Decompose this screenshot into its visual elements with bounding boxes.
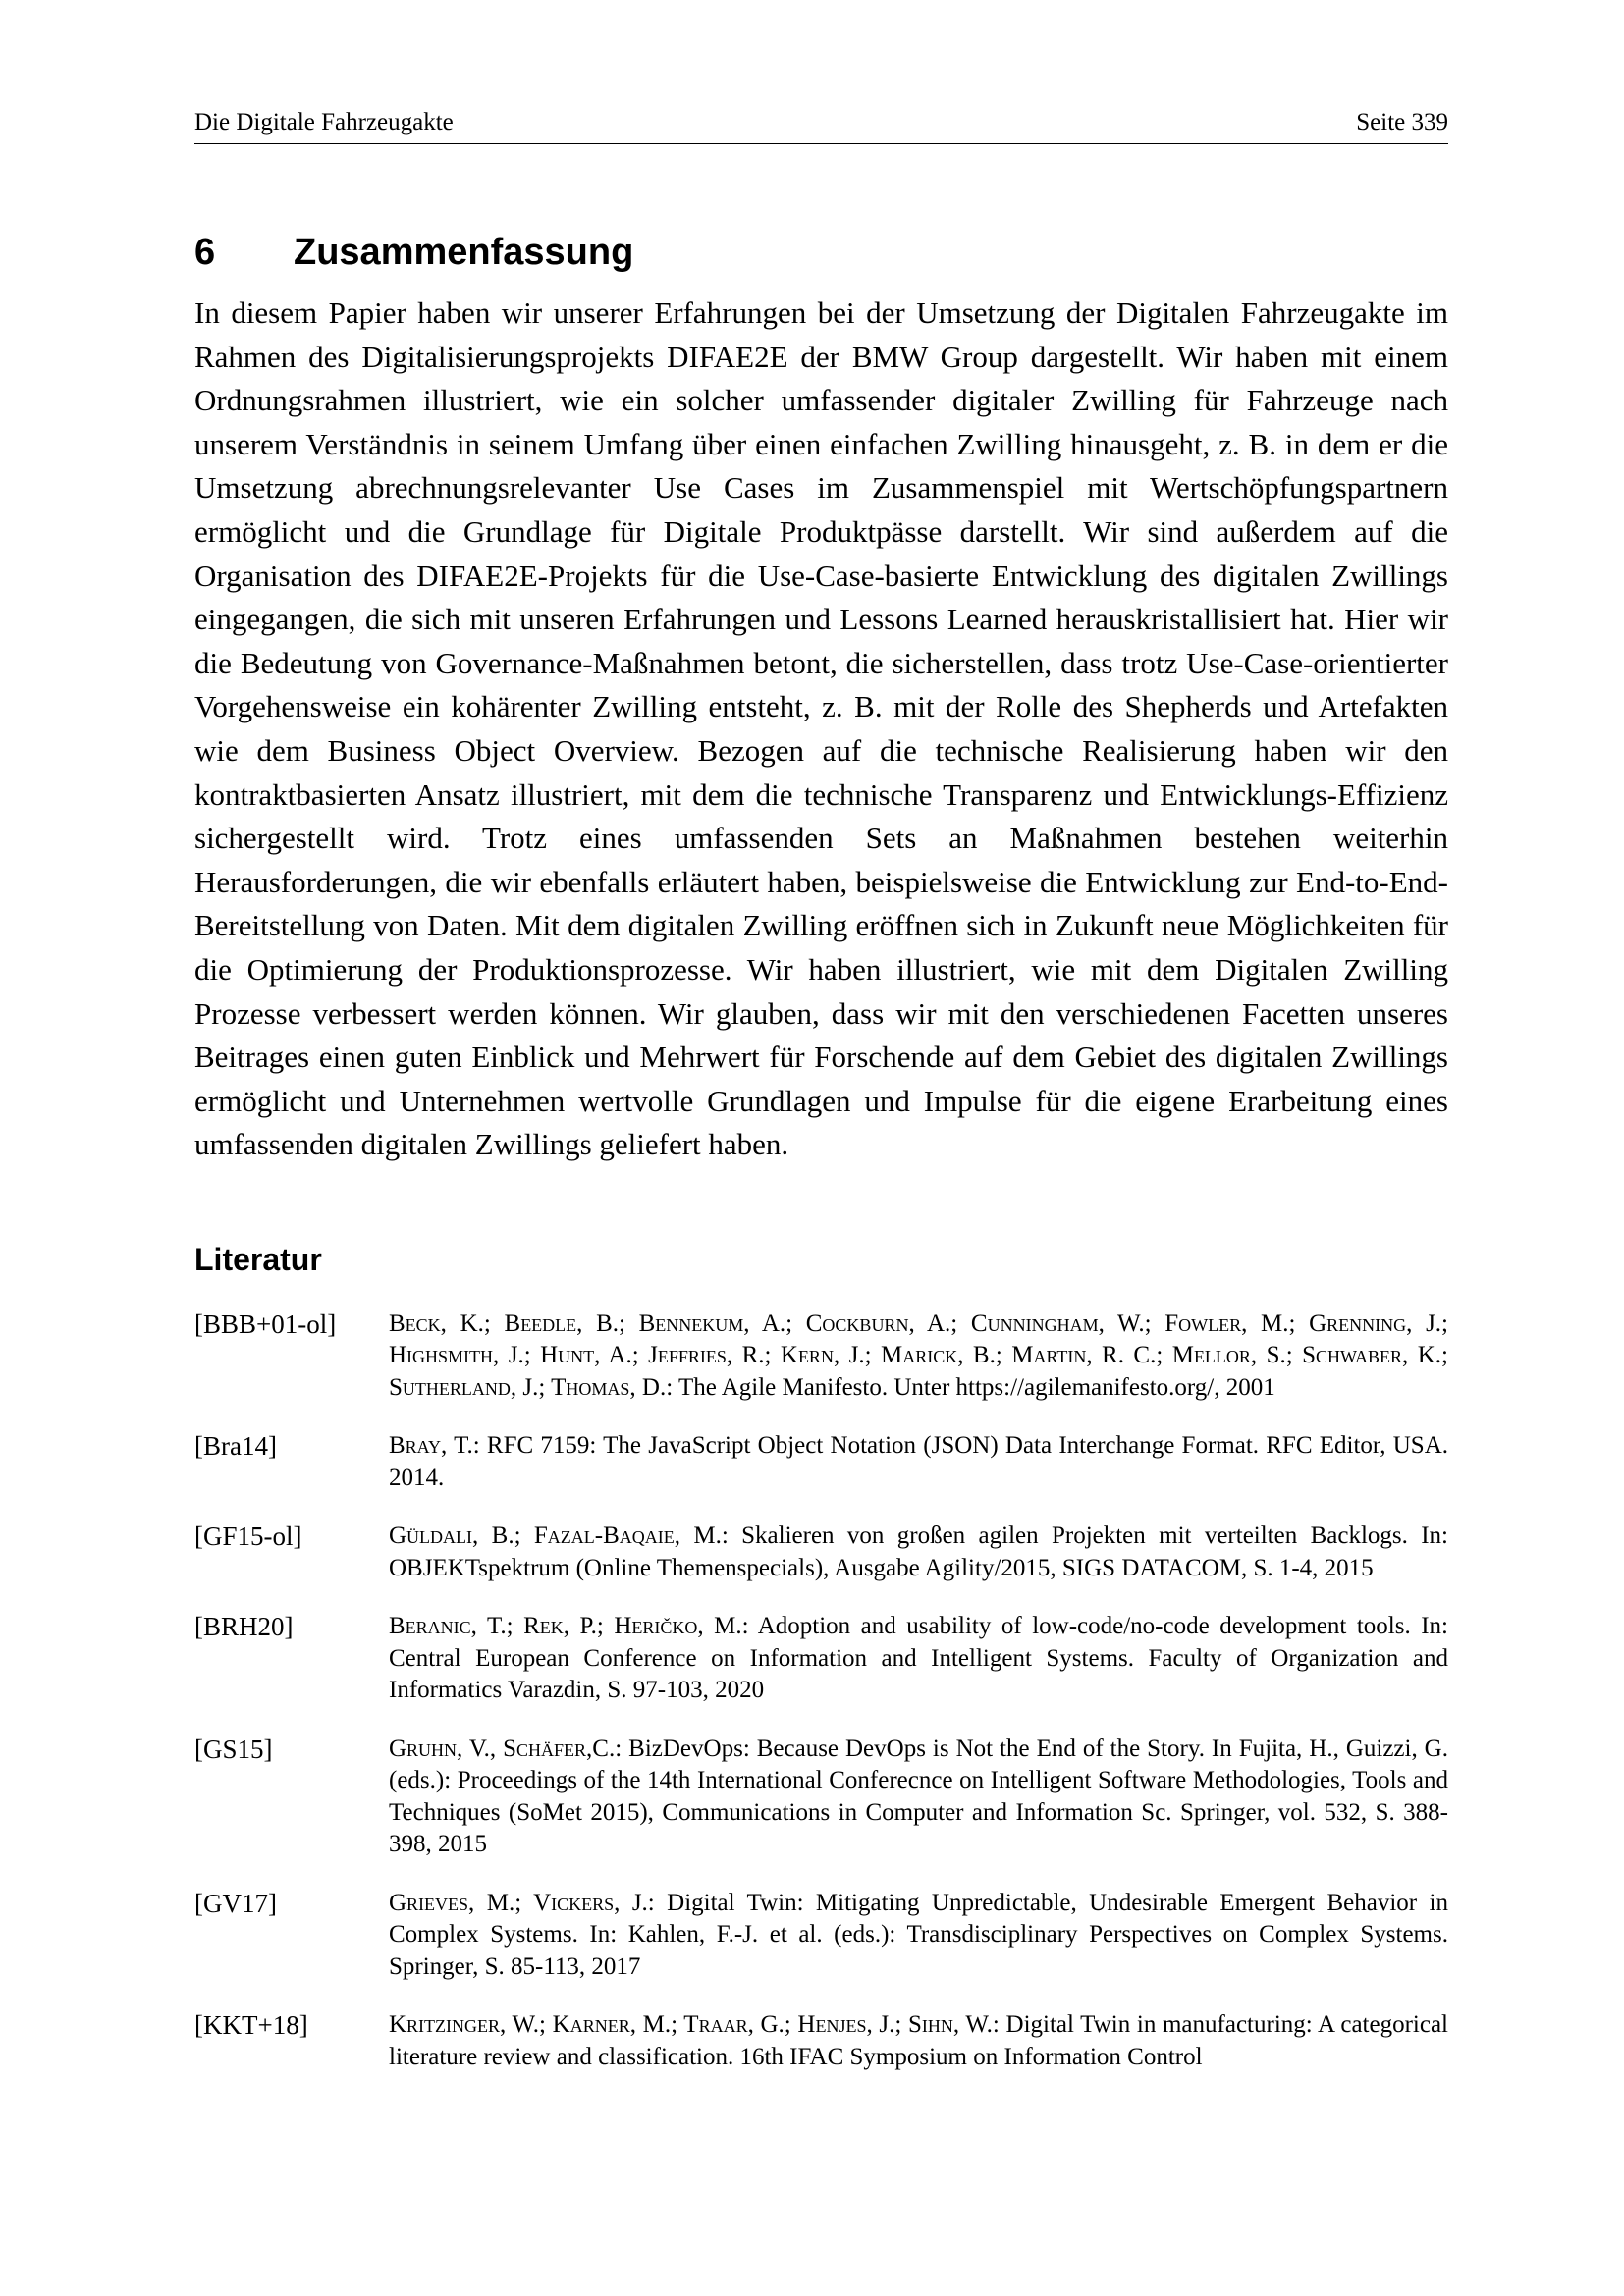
reference-authors: Beranic, T.; Rek, P.; Heričko, M.: xyxy=(389,1613,749,1640)
reference-text: Digital Twin: Mitigating Unpredictable, Undesirable Emergent Behavior in Complex Systems. In: Kahlen, F.-J. et al. (eds.): Transdisciplinary Perspectives on Complex Systems. Springer, S. 85-113, 2017 xyxy=(389,1889,1448,1980)
reference-key: [BRH20] xyxy=(194,1612,294,1642)
literature-heading: Literatur xyxy=(194,1241,322,1277)
reference-body xyxy=(389,1521,1448,1584)
reference-key: [GS15] xyxy=(194,1734,273,1764)
reference-authors: Kritzinger, W.; Karner, M.; Traar, G.; Henjes, J.; Sihn, W.: xyxy=(389,2011,1000,2039)
section-heading xyxy=(194,231,1448,274)
reference-key: [Bra14] xyxy=(194,1431,277,1462)
reference-body xyxy=(389,2009,1448,2073)
page-number: Seite 339 xyxy=(1356,109,1448,135)
running-header xyxy=(194,108,1448,144)
reference-key: [BBB+01-ol] xyxy=(194,1308,337,1339)
reference-authors: Güldali, B.; Fazal-Baqaie, M.: xyxy=(389,1522,729,1550)
reference-body xyxy=(389,1308,1448,1405)
running-header-title: Die Digitale Fahrzeugakte xyxy=(194,109,454,135)
reference-body xyxy=(389,1888,1448,1984)
reference-body xyxy=(389,1430,1448,1494)
page xyxy=(194,108,1448,2100)
reference-authors: Gruhn, V., Schäfer,C.: xyxy=(389,1735,623,1762)
reference-text: RFC 7159: The JavaScript Object Notation (JSON) Data Interchange Format. RFC Editor, USA. 2014. xyxy=(389,1432,1448,1491)
reference-authors: Beck, K.; Beedle, B.; Bennekum, A.; Cockburn, A.; Cunningham, W.; Fowler, M.; Grenning, J.; Highsmith, J.; Hunt, A.; Jeffries, R.; Kern, J.; Marick, B.; Martin, R. C.; Mellor, S.; Schwaber, K.; Sutherland, J.; Thomas, D.: xyxy=(389,1309,1448,1401)
reference-authors: Bray, T.: xyxy=(389,1432,480,1460)
reference-text: BizDevOps: Because DevOps is Not the End of the Story. In Fujita, H., Guizzi, G. (eds.): Proceedings of the 14th International Conferecnce on Intelligent Software Methodologies, Tools and Techniques (SoMet 2015), Communications in Computer and Information Sc. Springer, vol. 532, S. 388-398, 2015 xyxy=(389,1735,1448,1858)
reference-key: [GV17] xyxy=(194,1888,277,1918)
reference-item xyxy=(194,1734,1448,1861)
reference-text: Skalieren von großen agilen Projekten mit verteilten Backlogs. In: OBJEKTspektrum (Online Themenspecials), Ausgabe Agility/2015, SIGS DATACOM, S. 1-4, 2015 xyxy=(389,1522,1448,1581)
reference-text: Adoption and usability of low-code/no-code development tools. In: Central European Conference on Information and Intelligent Systems. Faculty of Organization and Informatics Varazdin, S. 97-103, 2020 xyxy=(389,1613,1448,1704)
reference-item xyxy=(194,1308,1448,1405)
reference-text: The Agile Manifesto. Unter https://agilemanifesto.org/, 2001 xyxy=(673,1373,1275,1401)
reference-body xyxy=(389,1611,1448,1707)
section-title: Zusammenfassung xyxy=(294,232,634,273)
reference-item xyxy=(194,2009,1448,2073)
reference-key: [KKT+18] xyxy=(194,2010,308,2041)
section-number: 6 xyxy=(194,232,216,273)
reference-authors: Grieves, M.; Vickers, J.: xyxy=(389,1889,655,1916)
reference-list xyxy=(194,1308,1448,2074)
reference-item xyxy=(194,1888,1448,1984)
reference-text: Digital Twin in manufacturing: A categorical literature review and classification. 16th IFAC Symposium on Information Control xyxy=(389,2011,1448,2070)
reference-key: [GF15-ol] xyxy=(194,1522,302,1552)
reference-item xyxy=(194,1611,1448,1707)
reference-item xyxy=(194,1430,1448,1494)
reference-body xyxy=(389,1734,1448,1861)
reference-item xyxy=(194,1521,1448,1584)
summary-paragraph: In diesem Papier haben wir unserer Erfahrungen bei der Umsetzung der Digitalen Fahrzeugakte im Rahmen des Digitalisierungsprojekts DIFAE2E der BMW Group dargestellt. Wir haben mit einem Ordnungsrahmen illustriert, wie ein solcher umfassender digitaler Zwilling für Fahrzeuge nach unserem Verständnis in seinem Umfang über einen einfachen Zwilling hinausgeht, z. B. in dem er die Umsetzung abrechnungsrelevanter Use Cases im Zusammenspiel mit Wertschöpfungspartnern ermöglicht und die Grundlage für Digitale Produktpässe darstellt. Wir sind außerdem auf die Organisation des DIFAE2E-Projekts für die Use-Case-basierte Entwicklung des digitalen Zwillings eingegangen, die sich mit unseren Erfahrungen und Lessons Learned herauskristallisiert hat. Hier wir die Bedeutung von Governance-Maßnahmen betont, die sicherstellen, dass trotz Use-Case-orientierter Vorgehensweise ein kohärenter Zwilling entsteht, z. B. mit der Rolle des Shepherds und Artefakten wie dem Business Object Overview. Bezogen auf die technische Realisierung haben wir den kontraktbasierten Ansatz illustriert, mit dem die technische Transparenz und Entwicklungs-Effizienz sichergestellt wird. Trotz eines umfassenden Sets an Maßnahmen bestehen weiterhin Herausforderungen, die wir ebenfalls erläutert haben, beispielsweise die Entwicklung zur End-to-End-Bereitstellung von Daten. Mit dem digitalen Zwilling eröffnen sich in Zukunft neue Möglichkeiten für die Optimierung der Produktionsprozesse. Wir haben illustriert, wie mit dem Digitalen Zwilling Prozesse verbessert werden können. Wir glauben, dass wir mit den verschiedenen Facetten unseres Beitrages einen guten Einblick und Mehrwert für Forschende auf dem Gebiet des digitalen Zwillings ermöglicht und Unternehmen wertvolle Grundlagen und Impulse für die eigene Erarbeitung eines umfassenden digitalen Zwillings geliefert haben. xyxy=(194,295,1448,1162)
